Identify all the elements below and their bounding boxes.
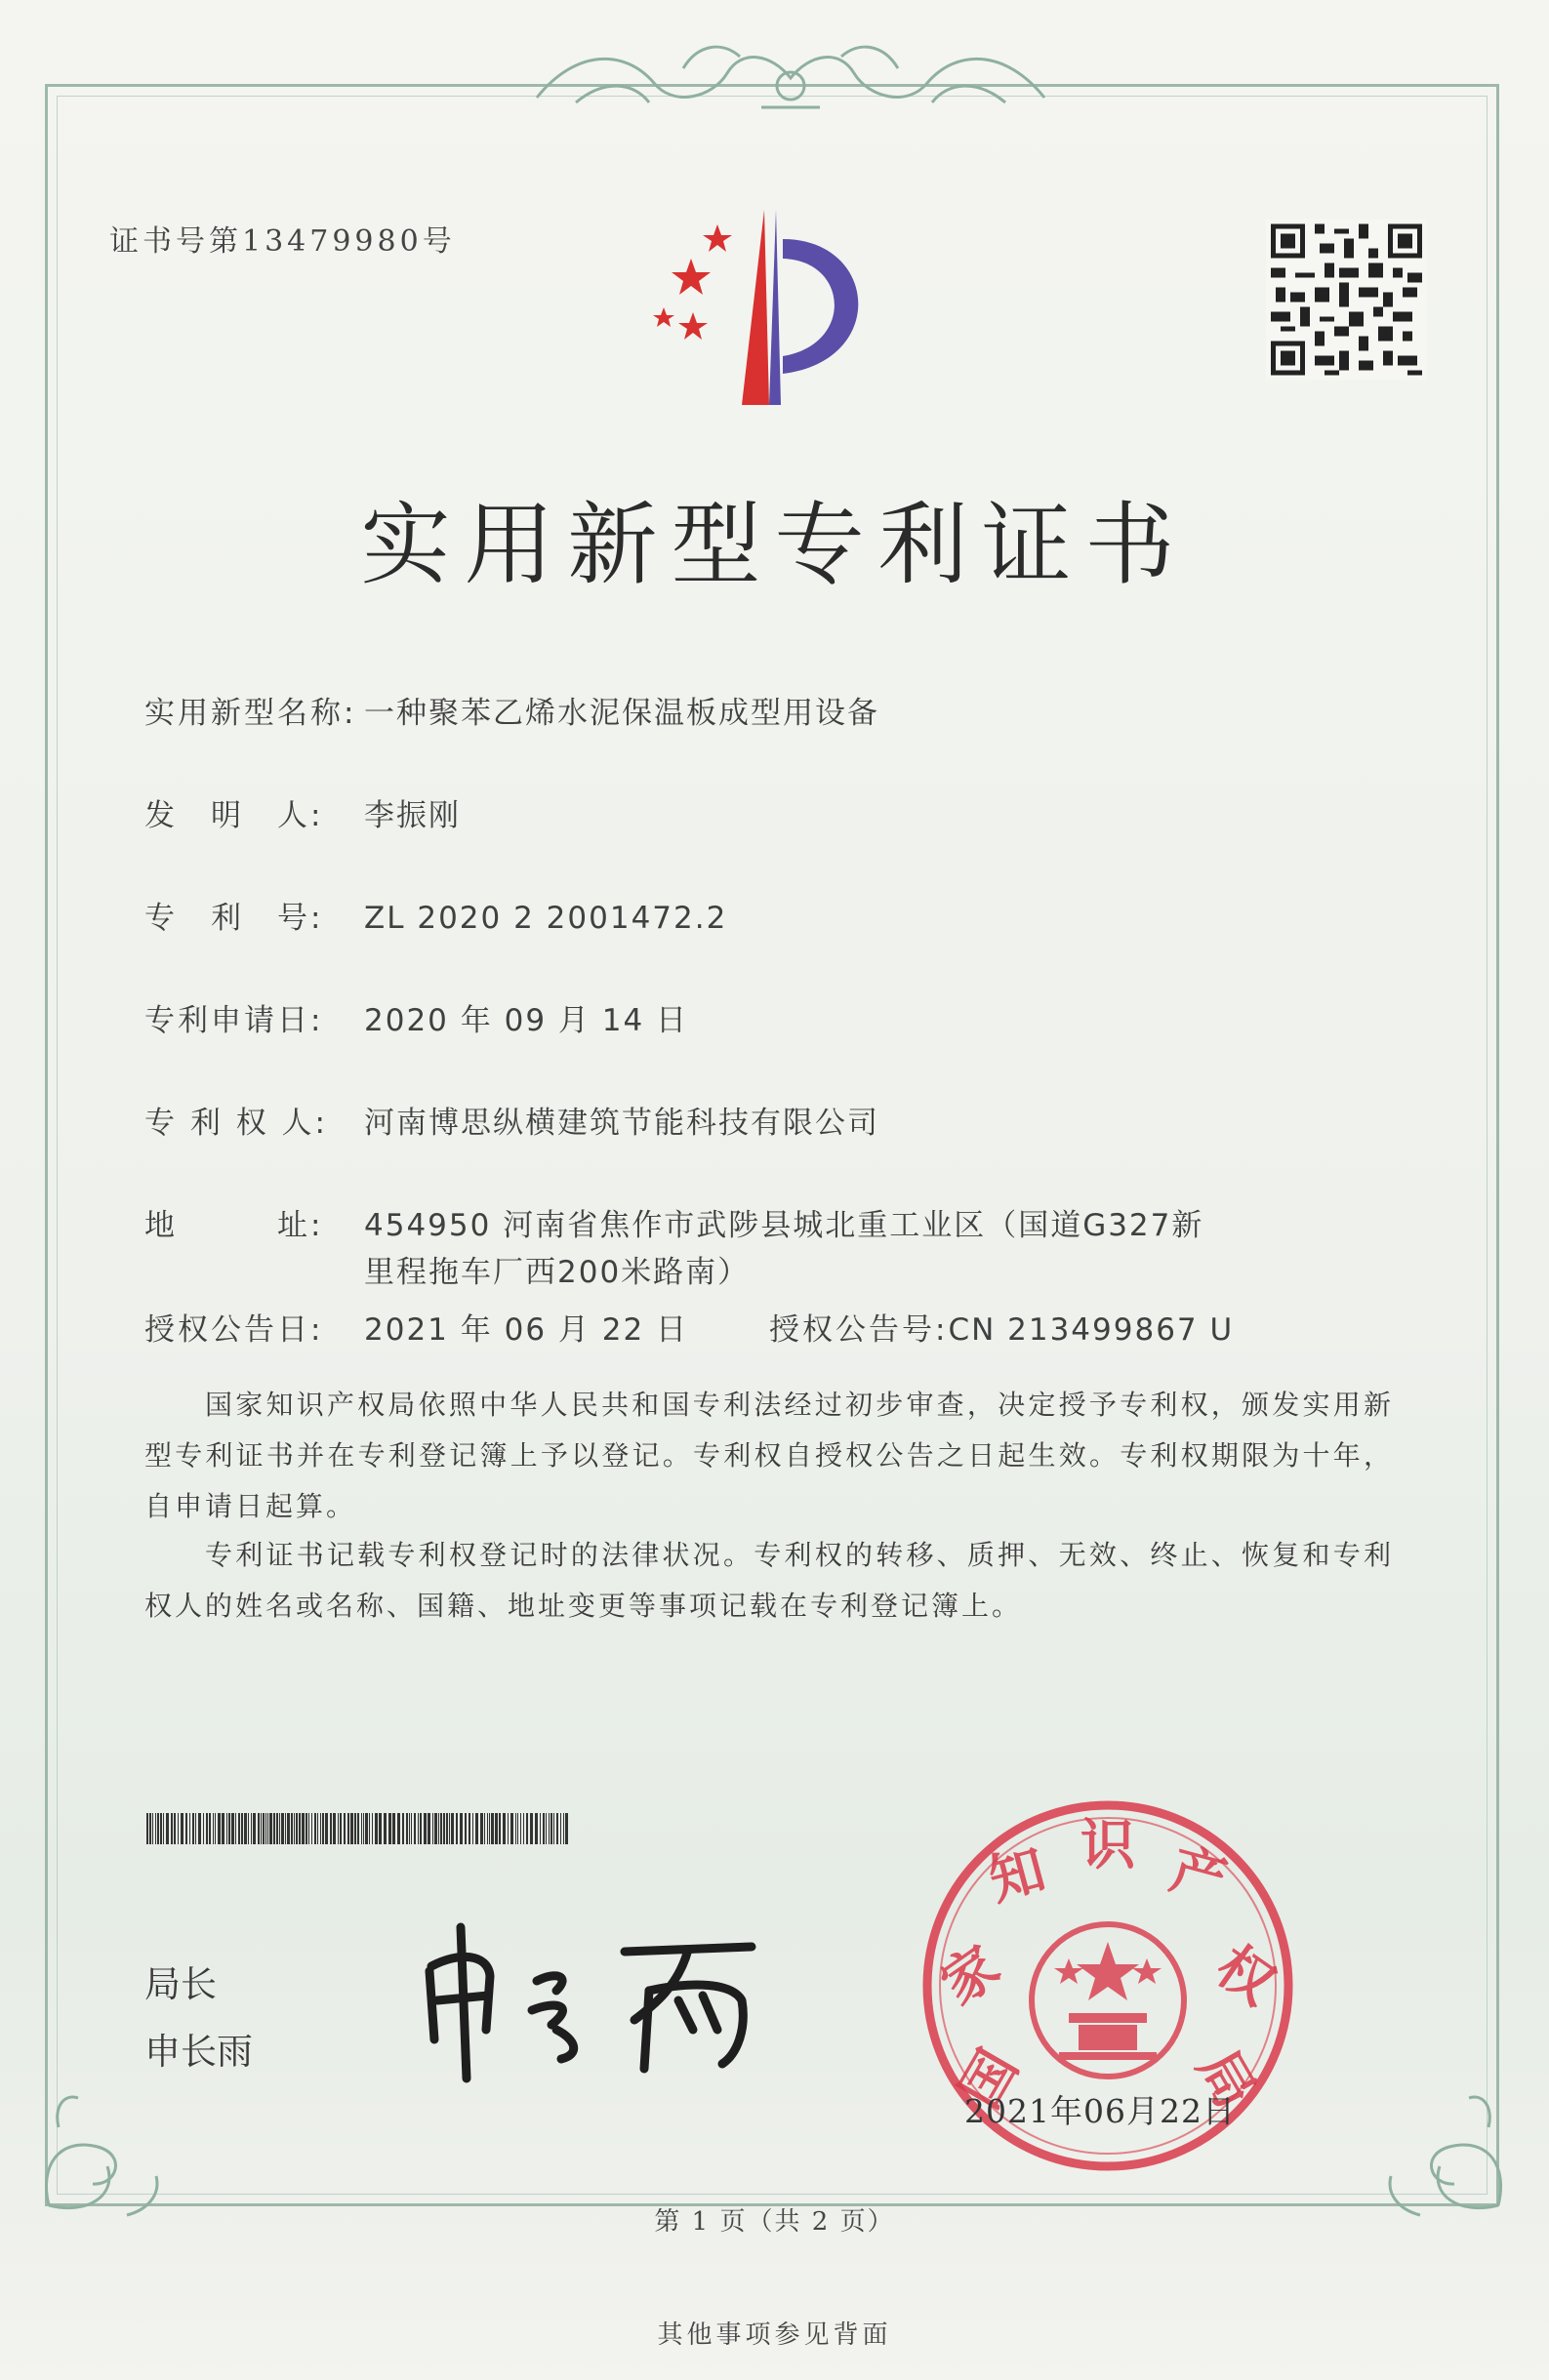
field-value: 一种聚苯乙烯水泥保温板成型用设备 xyxy=(364,696,879,731)
seal-date: 2021年06月22日 xyxy=(964,2092,1236,2130)
legal-paragraph-2: 专利证书记载专利权登记时的法律状况。专利权的转移、质押、无效、终止、恢复和专利权人的姓名或名称、国籍、地址变更等事项记载在专利登记簿上。 xyxy=(144,1539,1394,1622)
field-label: 实用新型名称: xyxy=(144,696,357,731)
field-label: 授权公告日: xyxy=(144,1312,324,1348)
field-value: ZL 2020 2 2001472.2 xyxy=(364,901,728,936)
legal-paragraph-1: 国家知识产权局依照中华人民共和国专利法经过初步审查，决定授予专利权，颁发实用新型专利证书并在专利登记簿上予以登记。专利权自授权公告之日起生效。专利权期限为十年，自申请日起算。 xyxy=(144,1389,1394,1522)
svg-text:权: 权 xyxy=(1204,1934,1286,2018)
field-label: 专 利 号: xyxy=(144,901,324,936)
field-value: 李振刚 xyxy=(364,798,461,833)
field-value: 河南博思纵横建筑节能科技有限公司 xyxy=(364,1106,879,1141)
field-grant-number xyxy=(769,1305,1234,1349)
top-ornament-icon xyxy=(517,29,1064,127)
field-label: 专利申请日: xyxy=(144,1003,324,1038)
field-grant-date xyxy=(144,1305,688,1349)
page-number: 第 1 页（共 2 页） xyxy=(654,2207,895,2237)
director-title: 局长 xyxy=(144,1963,217,2005)
field-utility-model-name xyxy=(144,688,879,732)
field-value: 2021 年 06 月 22 日 xyxy=(364,1312,689,1348)
director-name: 申长雨 xyxy=(144,2031,253,2073)
field-patentee xyxy=(144,1098,879,1142)
field-inventor xyxy=(144,790,461,834)
field-label: 发 明 人: xyxy=(144,798,324,833)
field-label: 地 址: xyxy=(144,1208,324,1243)
svg-text:产: 产 xyxy=(1163,1837,1234,1914)
certificate-number: 证书号第13479980号 xyxy=(109,224,456,259)
svg-text:国: 国 xyxy=(948,2039,1032,2119)
field-label: 授权公告号: xyxy=(769,1312,949,1348)
field-value: CN 213499867 U xyxy=(948,1312,1235,1348)
field-patent-number xyxy=(144,893,727,937)
field-address-line2: 里程拖车厂西200米路南） xyxy=(364,1255,751,1290)
qr-code-icon xyxy=(1266,217,1427,383)
svg-text:识: 识 xyxy=(1080,1814,1135,1877)
svg-text:家: 家 xyxy=(929,1934,1011,2018)
field-value: 454950 河南省焦作市武陟县城北重工业区（国道G327新 xyxy=(364,1208,1204,1243)
svg-text:局: 局 xyxy=(1184,2039,1268,2119)
cnipa-logo-icon xyxy=(644,200,898,410)
footer-note: 其他事项参见背面 xyxy=(657,2320,892,2350)
field-address xyxy=(144,1200,1203,1244)
director-signature xyxy=(410,1893,781,2088)
svg-text:知: 知 xyxy=(982,1837,1052,1914)
certificate-title: 实用新型专利证书 xyxy=(360,493,1189,597)
field-value: 2020 年 09 月 14 日 xyxy=(364,1003,689,1038)
field-label: 专 利 权 人: xyxy=(144,1106,329,1141)
field-filing-date xyxy=(144,995,688,1039)
barcode-icon xyxy=(146,1813,568,1844)
